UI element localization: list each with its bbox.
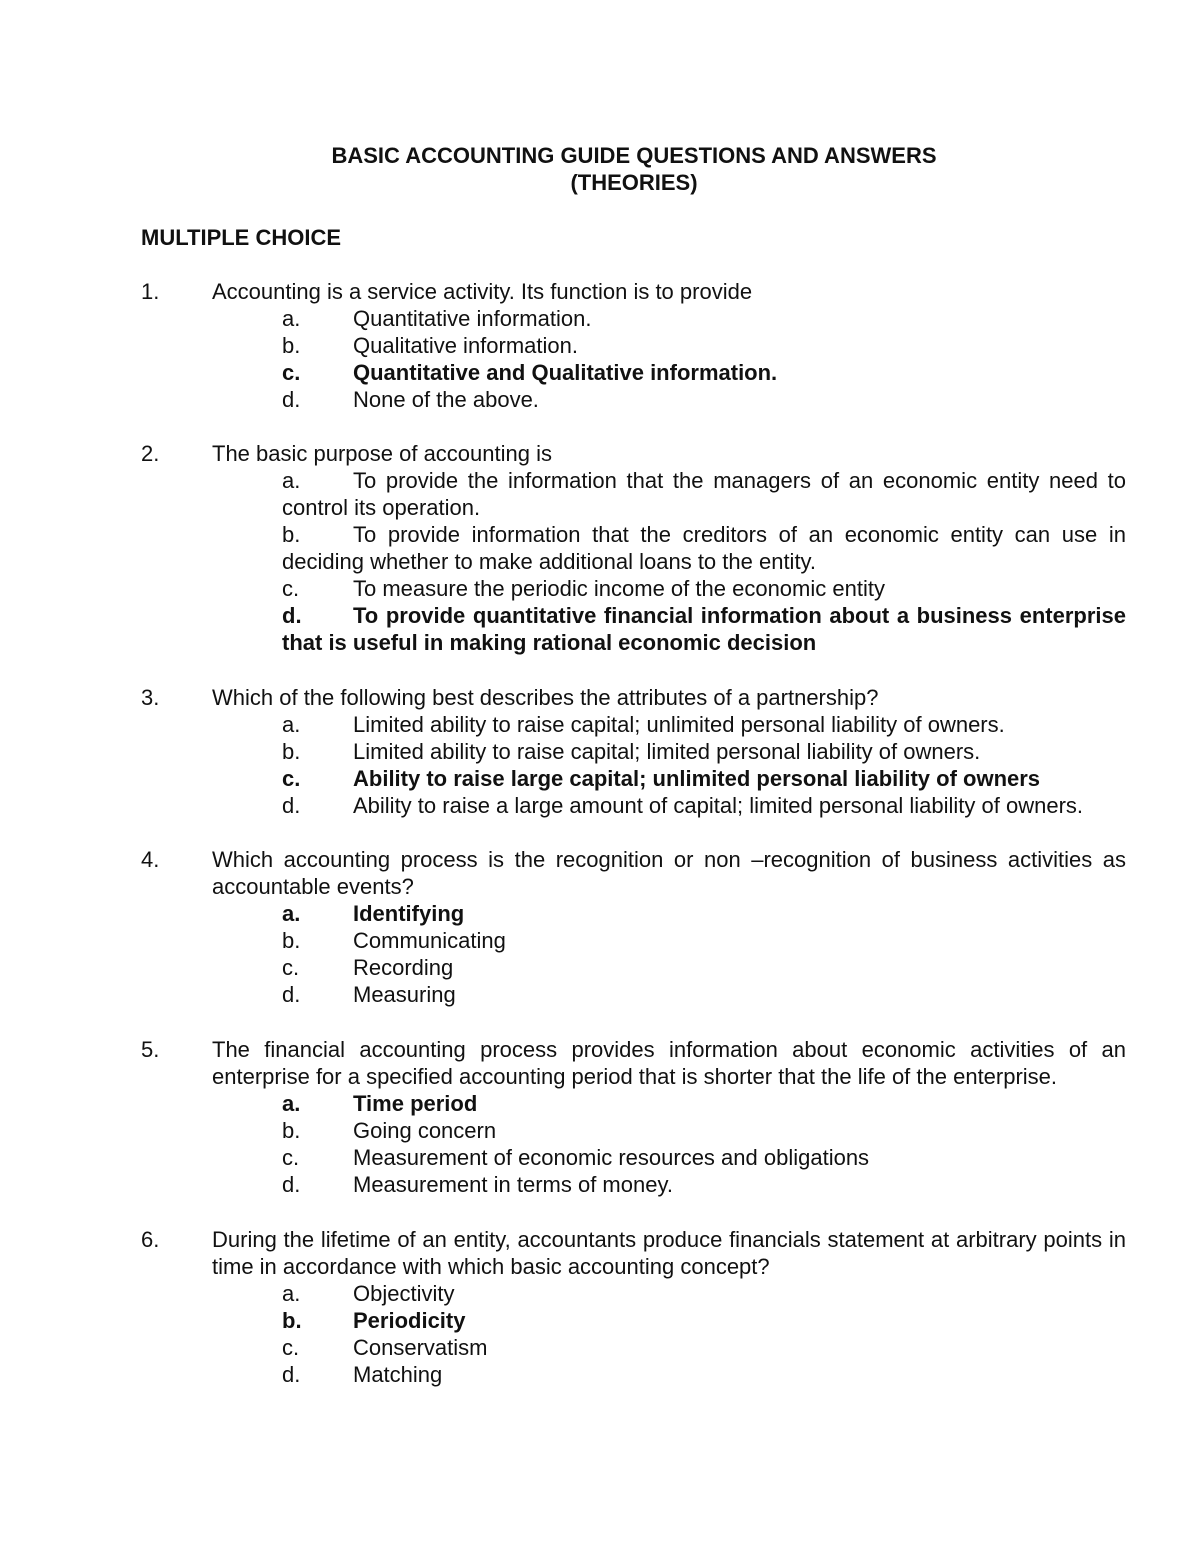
option-text: Communicating [353, 928, 506, 953]
option-b [282, 738, 1126, 765]
option-a [282, 305, 1126, 332]
option-text: Periodicity [353, 1308, 466, 1333]
option-text: Matching [353, 1362, 443, 1387]
option-a-correct [282, 1090, 1126, 1117]
option-letter: b. [282, 1308, 302, 1333]
option-letter: d. [282, 793, 301, 818]
option-letter: d. [282, 387, 301, 412]
option-d [282, 386, 1126, 413]
option-letter: a. [282, 1281, 301, 1306]
option-letter: d. [282, 603, 302, 628]
option-c [282, 954, 1126, 981]
option-d-correct [282, 602, 1126, 656]
document-title: BASIC ACCOUNTING GUIDE QUESTIONS AND ANSWERS [331, 143, 937, 168]
option-letter: b. [282, 1118, 301, 1143]
option-text: Quantitative and Qualitative information. [353, 360, 778, 385]
option-text: Measurement of economic resources and obligations [353, 1145, 870, 1170]
question-1 [141, 278, 1126, 413]
option-b-correct [282, 1307, 1126, 1334]
option-letter: b. [282, 928, 301, 953]
question-text: Which accounting process is the recognition or non –recognition of business activities as accountable events? [212, 847, 1126, 899]
option-text: Recording [353, 955, 454, 980]
question-number: 2. [141, 441, 160, 466]
option-text: Measurement in terms of money. [353, 1172, 673, 1197]
option-text: Measuring [353, 982, 456, 1007]
option-letter: d. [282, 982, 301, 1007]
question-text: The basic purpose of accounting is [212, 441, 552, 466]
option-b [282, 1117, 1126, 1144]
question-3 [141, 684, 1126, 819]
option-letter: d. [282, 1362, 301, 1387]
question-4 [141, 846, 1126, 1008]
question-text: During the lifetime of an entity, accountants produce financials statement at arbitrary points in time in accordance with which basic accounting concept? [212, 1227, 1126, 1279]
option-a [282, 1280, 1126, 1307]
option-text: To provide the information that the managers of an economic entity need to control its operation. [282, 468, 1126, 520]
option-text: Time period [353, 1091, 478, 1116]
option-c [282, 575, 1126, 602]
question-2 [141, 440, 1126, 656]
option-letter: c. [282, 576, 300, 601]
question-text: Which of the following best describes the attributes of a partnership? [212, 685, 879, 710]
option-c [282, 1144, 1126, 1171]
question-6 [141, 1226, 1126, 1388]
question-number: 4. [141, 847, 160, 872]
option-text: Limited ability to raise capital; limited personal liability of owners. [353, 739, 981, 764]
option-letter: d. [282, 1172, 301, 1197]
option-c [282, 1334, 1126, 1361]
option-b [282, 521, 1126, 575]
option-letter: a. [282, 468, 301, 493]
option-text: To measure the periodic income of the economic entity [353, 576, 885, 601]
option-text: Conservatism [353, 1335, 488, 1360]
option-letter: c. [282, 1335, 300, 1360]
option-letter: c. [282, 955, 300, 980]
option-text: To provide information that the creditors of an economic entity can use in deciding whether to make additional loans to the entity. [282, 522, 1126, 574]
option-text: Quantitative information. [353, 306, 592, 331]
option-text: Identifying [353, 901, 465, 926]
option-text: Objectivity [353, 1281, 455, 1306]
option-letter: c. [282, 1145, 300, 1170]
option-letter: c. [282, 766, 301, 791]
question-5 [141, 1036, 1126, 1198]
option-text: Going concern [353, 1118, 497, 1143]
question-number: 5. [141, 1037, 160, 1062]
option-d [282, 1361, 1126, 1388]
option-b [282, 927, 1126, 954]
option-a-correct [282, 900, 1126, 927]
option-letter: a. [282, 1091, 301, 1116]
question-text: The financial accounting process provides information about economic activities of an enterprise for a specified accounting period that is shorter that the life of the enterprise. [212, 1037, 1126, 1089]
option-b [282, 332, 1126, 359]
option-c-correct [282, 359, 1126, 386]
option-a [282, 711, 1126, 738]
question-number: 6. [141, 1227, 160, 1252]
option-letter: b. [282, 522, 301, 547]
option-letter: a. [282, 712, 301, 737]
option-text: Limited ability to raise capital; unlimited personal liability of owners. [353, 712, 1005, 737]
question-number: 3. [141, 685, 160, 710]
option-letter: a. [282, 306, 301, 331]
document-subtitle: (THEORIES) [570, 170, 698, 195]
question-text: Accounting is a service activity. Its function is to provide [212, 279, 753, 304]
option-d [282, 792, 1126, 819]
question-number: 1. [141, 279, 160, 304]
option-text: Ability to raise a large amount of capital; limited personal liability of owners. [353, 793, 1084, 818]
option-letter: b. [282, 739, 301, 764]
option-letter: c. [282, 360, 301, 385]
option-text: Qualitative information. [353, 333, 578, 358]
option-a [282, 467, 1126, 521]
option-c-correct [282, 765, 1126, 792]
option-d [282, 1171, 1126, 1198]
option-letter: a. [282, 901, 301, 926]
option-letter: b. [282, 333, 301, 358]
option-text: To provide quantitative financial information about a business enterprise that is useful in making rational economic decision [282, 603, 1126, 655]
option-text: Ability to raise large capital; unlimited personal liability of owners [353, 766, 1041, 791]
option-text: None of the above. [353, 387, 539, 412]
option-d [282, 981, 1126, 1008]
section-heading: MULTIPLE CHOICE [141, 225, 342, 250]
